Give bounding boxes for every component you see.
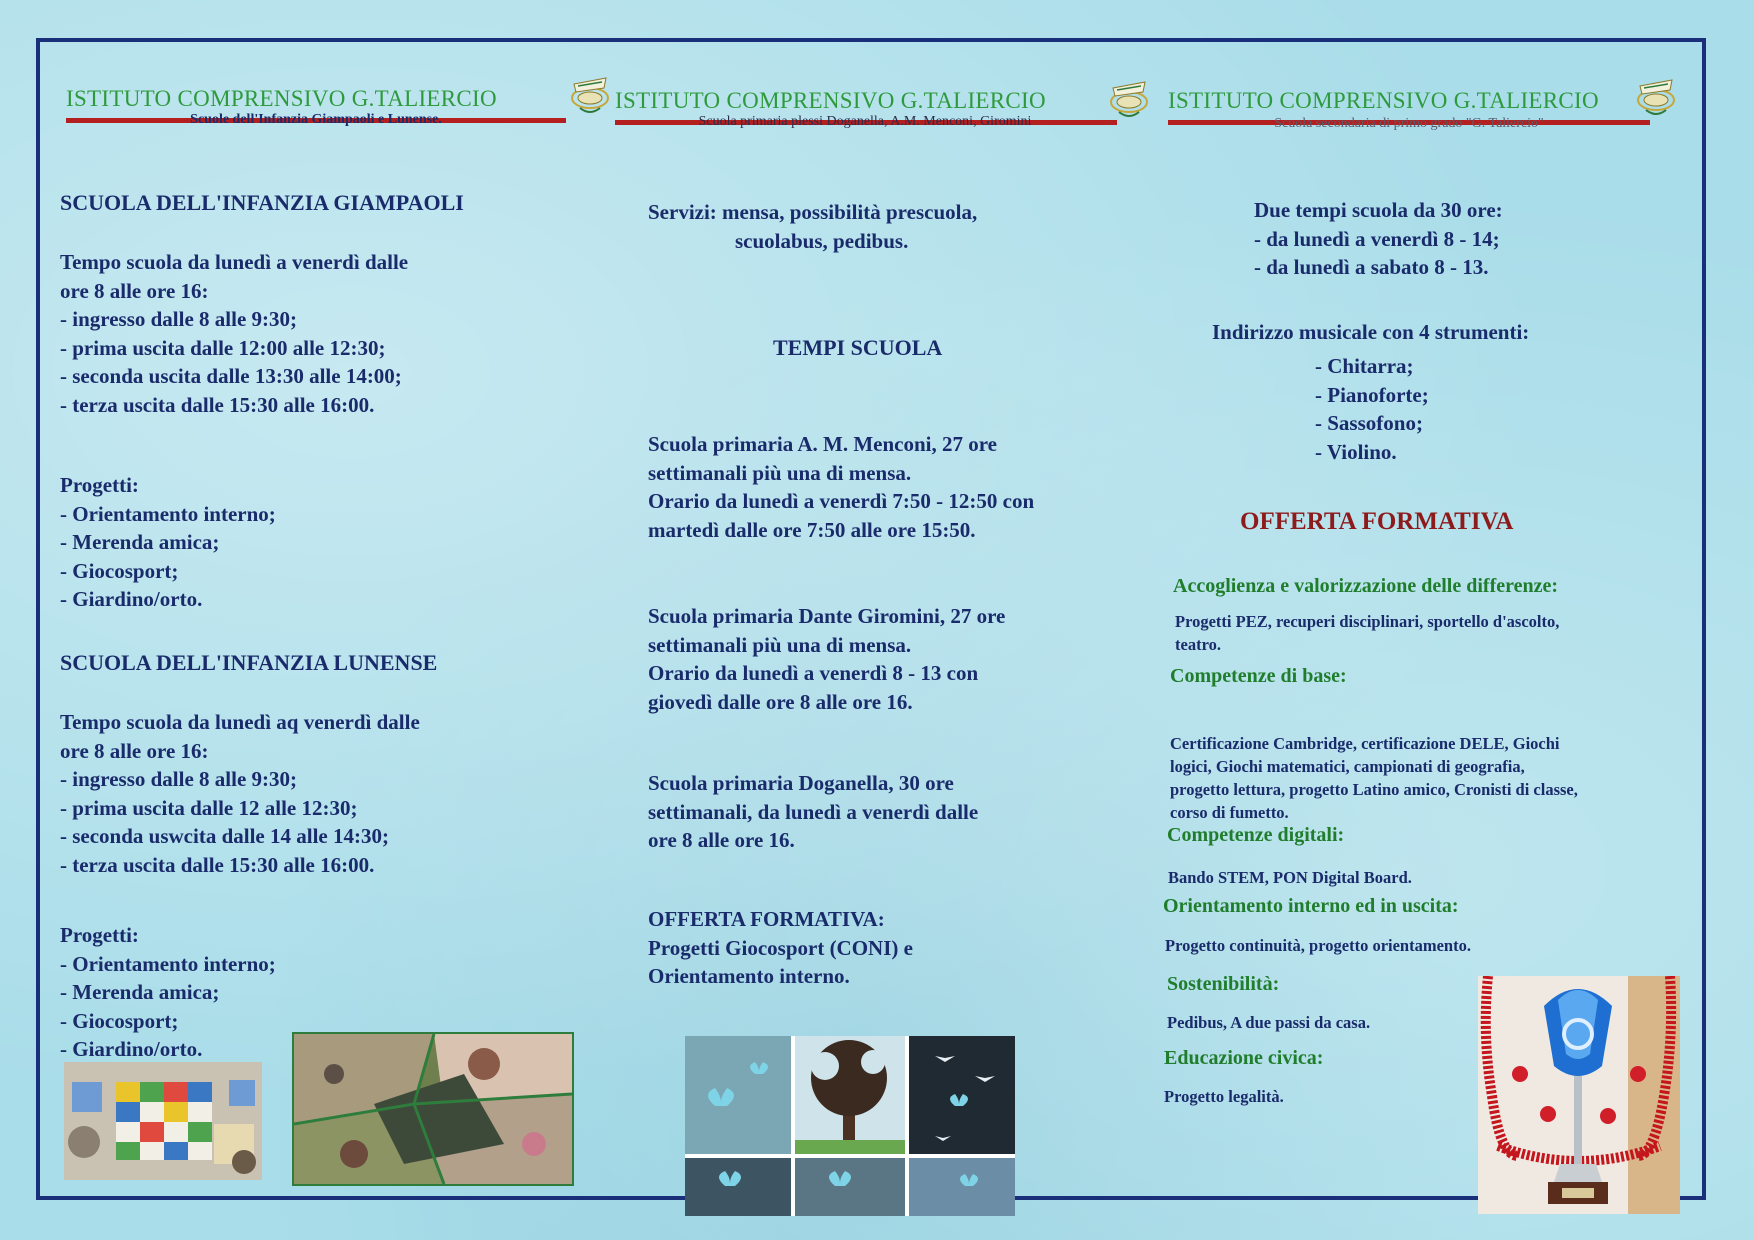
lunense-schedule [60, 708, 420, 880]
secondaria-tempi [1254, 196, 1503, 282]
schedule-line: settimanali più una di mensa. [648, 632, 912, 657]
accoglienza-text [1175, 610, 1559, 656]
menconi-schedule [648, 430, 1034, 544]
educazione-civica-title: Educazione civica: [1164, 1047, 1324, 1069]
school-subtitle: Scuola primaria plessi Doganella, A.M. Menconi, Giromini [698, 114, 1032, 129]
school-subtitle: Scuola secondaria di primo grado "G. Taliercio" [1274, 116, 1544, 131]
orientamento-title: Orientamento interno ed in uscita: [1163, 895, 1459, 917]
sostenibilita-title: Sostenibilità: [1167, 973, 1280, 995]
schedule-line: martedì dalle ore 7:50 alle ore 15:50. [648, 517, 976, 542]
schedule-line: Scuola primaria Doganella, 30 ore [648, 771, 954, 795]
giampaoli-title: SCUOLA DELL'INFANZIA GIAMPAOLI [60, 190, 464, 215]
schedule-line: Scuola primaria Dante Giromini, 27 ore [648, 604, 1006, 628]
tempi-scuola-title: TEMPI SCUOLA [773, 335, 943, 360]
project-item: - Giocosport; [60, 558, 179, 583]
schedule-line: giovedì dalle ore 8 alle ore 16. [648, 689, 913, 714]
lunense-title: SCUOLA DELL'INFANZIA LUNENSE [60, 650, 438, 675]
project-item: - Merenda amica; [60, 530, 220, 555]
giampaoli-projects [60, 471, 276, 614]
sostenibilita-text: Pedibus, A due passi da casa. [1167, 1013, 1371, 1032]
schedule-line: - ingresso dalle 8 alle 9:30; [60, 767, 298, 792]
panel-secondaria [1160, 38, 1706, 1200]
schedule-line: Orario da lunedì a venerdì 8 - 13 con [648, 661, 979, 686]
strumento-item: - Pianoforte; [1315, 382, 1429, 407]
schedule-line: - seconda uswcita dalle 14 alle 14:30; [60, 824, 389, 849]
tempi-line: - da lunedì a venerdì 8 - 14; [1254, 226, 1500, 251]
school-subtitle: Scuole dell'Infanzia Giampaoli e Lunense. [190, 112, 442, 127]
projects-heading: Progetti: [60, 473, 139, 497]
accoglienza-line: Progetti PEZ, recuperi disciplinari, sportello d'ascolto, [1175, 612, 1560, 631]
accoglienza-title: Accoglienza e valorizzazione delle differenze: [1173, 575, 1559, 597]
school-crest-icon [1632, 74, 1680, 120]
competenze-digitali-title: Competenze digitali: [1167, 824, 1345, 846]
base-line: logici, Giochi matematici, campionati di geografia, [1170, 757, 1525, 776]
musicale-title: Indirizzo musicale con 4 strumenti: [1212, 320, 1530, 344]
schedule-line: - prima uscita dalle 12:00 alle 12:30; [60, 335, 386, 360]
schedule-line: - terza uscita dalle 15:30 alle 16:00. [60, 852, 375, 877]
strumento-item: - Violino. [1315, 439, 1397, 464]
schedule-line: ore 8 alle ore 16. [648, 828, 795, 853]
schedule-line: Tempo scuola da lunedì a venerdì dalle [60, 250, 409, 274]
offerta-primaria [648, 905, 913, 991]
giromini-schedule [648, 602, 1005, 716]
project-item: - Orientamento interno; [60, 501, 276, 526]
schedule-line: settimanali, da lunedì a venerdì dalle [648, 799, 979, 824]
schedule-line: ore 8 alle ore 16: [60, 738, 209, 763]
schedule-line: - terza uscita dalle 15:30 alle 16:00. [60, 392, 375, 417]
schedule-line: - seconda uscita dalle 13:30 alle 14:00; [60, 364, 402, 389]
offerta-heading: OFFERTA FORMATIVA: [648, 907, 885, 931]
accoglienza-line: teatro. [1175, 635, 1221, 654]
schedule-line: - ingresso dalle 8 alle 9:30; [60, 307, 298, 332]
competenze-digitali-text: Bando STEM, PON Digital Board. [1168, 868, 1412, 887]
strumento-item: - Chitarra; [1315, 354, 1414, 378]
project-item: - Giardino/orto. [60, 1037, 203, 1062]
project-item: - Giocosport; [60, 1008, 179, 1033]
strumenti-list [1315, 352, 1429, 466]
offerta-line: Progetti Giocosport (CONI) e [648, 935, 913, 960]
trophy-photo [1478, 976, 1680, 1214]
schedule-line: settimanali più una di mensa. [648, 460, 912, 485]
garden-collage-photo [292, 1032, 574, 1186]
giampaoli-schedule [60, 248, 408, 420]
school-title: ISTITUTO COMPRENSIVO G.TALIERCIO [66, 86, 497, 111]
panel-primaria [590, 38, 1150, 1200]
classroom-art-collage [685, 1036, 1015, 1216]
projects-heading: Progetti: [60, 923, 139, 947]
tempi-line: Due tempi scuola da 30 ore: [1254, 198, 1503, 222]
panel-infanzia [40, 38, 580, 1200]
orientamento-text: Progetto continuità, progetto orientamento. [1165, 936, 1471, 955]
offerta-line: Orientamento interno. [648, 964, 850, 989]
competenze-base-title: Competenze di base: [1170, 665, 1347, 687]
services-line: Servizi: mensa, possibilità prescuola, [648, 200, 978, 224]
services-text [648, 198, 977, 255]
doganella-schedule [648, 769, 978, 855]
base-line: corso di fumetto. [1170, 803, 1289, 822]
schedule-line: ore 8 alle ore 16: [60, 278, 209, 303]
schedule-line: Scuola primaria A. M. Menconi, 27 ore [648, 432, 997, 456]
services-line: scuolabus, pedibus. [735, 228, 909, 253]
base-line: progetto lettura, progetto Latino amico, Cronisti di classe, [1170, 780, 1578, 799]
educazione-civica-text: Progetto legalità. [1164, 1087, 1284, 1106]
schedule-line: - prima uscita dalle 12 alle 12:30; [60, 795, 358, 820]
base-line: Certificazione Cambridge, certificazione DELE, Giochi [1170, 734, 1560, 753]
school-title: ISTITUTO COMPRENSIVO G.TALIERCIO [1168, 88, 1599, 113]
schedule-line: Orario da lunedì a venerdì 7:50 - 12:50 con [648, 489, 1035, 514]
project-item: - Giardino/orto. [60, 587, 203, 612]
board-game-photo [64, 1062, 262, 1180]
strumento-item: - Sassofono; [1315, 411, 1423, 436]
project-item: - Merenda amica; [60, 980, 220, 1005]
project-item: - Orientamento interno; [60, 951, 276, 976]
offerta-formativa-title: OFFERTA FORMATIVA [1240, 508, 1514, 535]
competenze-base-list [1170, 732, 1578, 824]
tempi-line: - da lunedì a sabato 8 - 13. [1254, 255, 1489, 280]
schedule-line: Tempo scuola da lunedì aq venerdì dalle [60, 710, 420, 734]
school-title: ISTITUTO COMPRENSIVO G.TALIERCIO [615, 88, 1046, 113]
lunense-projects [60, 921, 276, 1064]
